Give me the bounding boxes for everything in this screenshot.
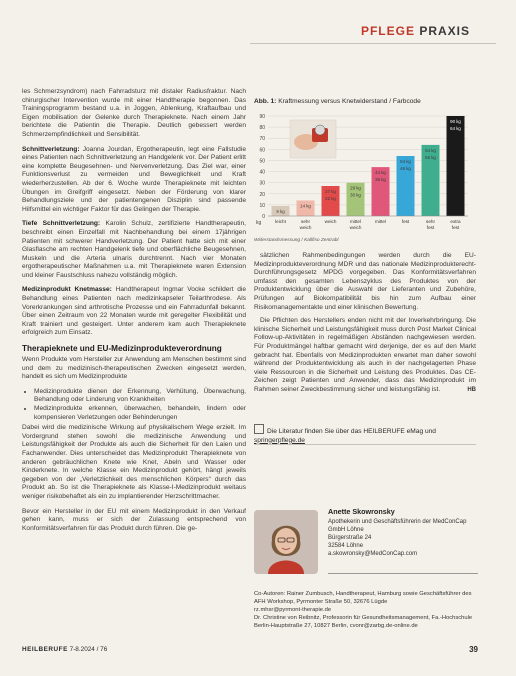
category-label: weich <box>299 225 312 230</box>
category-label: mittel <box>350 219 361 224</box>
bar-chart <box>254 108 476 238</box>
bar-value-label: 27 kg <box>325 189 336 194</box>
dynamometer-gauge <box>315 125 325 135</box>
paragraph-4-lead: Medizinprodukt Knetmasse: <box>22 286 112 294</box>
bullet-list <box>22 388 246 422</box>
literature-link[interactable]: springerpflege.de <box>254 436 305 444</box>
bullet-item: • Medizinprodukte erkennen, überwachen, behandeln, lindern oder kompensieren Verletzungen oder Behinderungen <box>34 405 246 422</box>
paragraph-5: Wenn Produkte vom Hersteller zur Anwendung am Menschen bestimmt sind und dem zu medizinisch-therapeutischen Zwecken eingesetzt werden, handelt es sich um Medizinprodukte <box>22 356 246 381</box>
bar-value-label: 44 kg <box>375 170 386 176</box>
paragraph-3 <box>22 220 246 280</box>
section-label <box>361 24 470 38</box>
paragraph-2 <box>22 146 246 215</box>
category-label: weich <box>349 225 362 230</box>
bar-value-label: 64 kg <box>450 126 461 131</box>
y-tick-label: 10 <box>259 202 265 209</box>
page-number: 39 <box>469 645 478 654</box>
category-label: fest <box>401 219 410 224</box>
category-label: fest <box>451 225 460 230</box>
author-city: 32584 Löhne <box>328 543 364 549</box>
contact-line-2[interactable]: rz.mhsr@pyrmont-therapie.de <box>254 607 332 613</box>
literature-note <box>254 424 476 445</box>
category-label: sehr <box>301 219 310 224</box>
y-tick-label: 30 <box>259 180 265 187</box>
author-rule <box>328 573 478 574</box>
right-paragraph-2-body: Die Pflichten des Herstellers enden nicht mit der Inverkehrbringung. Die klinische Sicherheit und Leistungsfähigkeit muss durch Post Market Clinical Follow-up-Aktivitäten in regelmäßigen Abständen nachgewiesen werden. Für Produktmängel haftbar gemacht wird derjenige, der es auf den Markt gebracht hat. Ebenfalls von Medizinprodukten erwartet man daher sowohl während der Produktentwicklung als auch in der nachgelagerten Phase viele Ressourcen in die Sicherheit und Leistung des Produktes. Das CE-Zeichen zeigt Patienten und Anwender, dass das Medizinprodukt im Rahmen seiner Zweckbestimmung sicher und leistungsfähig ist. <box>254 317 476 393</box>
bar-value-label: 36 kg <box>375 177 386 183</box>
paragraph-6: Dabei wird die medizinische Wirkung auf physikalischem Wege erzielt. Im Vordergrund stehen sowohl die medizinische Anwendung und Leistungsfähigkeit der Produkte als auch die Sicherheit für den Laien und Fachanwender. Dies unterscheidet das Medizinprodukt Therapieknete von anderen gebräuchlichen Knete wie Knet, Abeln und Wasser oder Kinderknete. In welche Klasse ein Medizinprodukt gehört, hängt jeweils gegeben von der „Verletzlichkeit des menschlichen Körpers“ durch das Produkt ab. So ist die Therapieknete als Klasse-I-Medizinprodukt weitaus weniger risikobehaftet als ein zu implantierender Herzschrittmacher. <box>22 424 246 500</box>
paragraph-2-lead: Schnittverletzung: <box>22 145 80 153</box>
literature-rule <box>254 444 476 445</box>
paragraph-2-body: Joanna Jourdan, Ergotherapeutin, legt eine Fallstudie eines Patienten nach Schnittverletzung an Handgelenk vor. Der Patient erlitt eine komplette Beugesehnen- und Nervenverletzung. Das Ziel war, einer Funktionsverlust zu vermeiden und Beweglichkeit und Kraft wiederherzustellen. Ab der 6. Woche wurde Therapieknete mit leichten Übungen im Greifgriff eingesetzt. Neben der Förderung von klarer Behandlungsziele und der patientengenen Disziplin sind passende Hilfsmittel ein wichtiger Faktor für das Gelingen der Therapie. <box>22 145 246 213</box>
y-tick-label: 60 <box>259 147 265 154</box>
header-rule <box>250 43 496 44</box>
end-mark: HB <box>467 386 476 393</box>
left-column <box>22 88 246 539</box>
literature-text: Die Literatur finden Sie über das HEILBERUFE eMag und <box>267 428 436 435</box>
bar-value-label: 30 kg <box>350 192 361 198</box>
category-label: mittel <box>375 219 386 224</box>
section-label-a: PFLEGE <box>360 24 415 38</box>
chart-title-rest: Kraftmessung versus Knetwiderstand / Farbcode <box>278 98 421 105</box>
category-label: sehr <box>426 219 435 224</box>
author-name: Anette Skowronsky <box>328 507 395 516</box>
section-heading: Therapieknete und EU-Medizinprodukteverordnung <box>22 344 222 354</box>
category-label: extra <box>450 219 461 224</box>
bullet-item: • Medizinprodukte dienen der Erkennung, Verhütung, Überwachung, Behandlung oder Linderung von Krankheiten <box>34 388 246 405</box>
bar-value-label: 46 kg <box>400 166 411 171</box>
author-photo <box>254 510 318 574</box>
bar-value-label: 29 kg <box>350 185 361 191</box>
right-paragraph-1: sätzlichen Rahmenbedingungen werden durch die EU-Medizinprodukteverordnung MDR und das nationale Medizinprodukterecht-Durchführungsgesetz MPDG vorgegeben. Das Konformitätsverfahren umfasst den gesamten Lebenszyklus des Produktes von der Produktentwicklung über die Auswahl der Lieferanten und Zubehöre, Prüfungen auf Biokompatibilität bis hin zum Aufbau einer Risikomanagementakte und einer klinischen Bewertung. <box>254 252 476 311</box>
paragraph-4-body: Handtherapeut Ingmar Vocke schildert die Behandlung eines Patienten nach medizinkapseler Teilarthrodese. Als Vorerkrankungen sind arthrotische Prozesse und ein Fahrradunfall bekannt. Über einen Zeitraum von 22 Monaten wurde mit geregelter Flexibilität und Kraft trainiert und gesteigert. Unter anderem kam auch Therapieknete erfolgreich zum Einsatz. <box>22 286 246 337</box>
contact-line-3: Dr. Christine von Reibnitz, Professorin für Gesundheitsmanagement, Fa.-Hochschule Berlin-Hauptstraße 27, 10827 Berlin, cvonr@zarbg.de-online.de <box>254 615 473 629</box>
right-paragraph-2 <box>254 317 476 394</box>
y-unit-label: kg <box>256 220 262 226</box>
bar-value-label: 55 kg <box>425 154 436 160</box>
chart-figure <box>254 98 476 248</box>
bar-value-label: 54 kg <box>400 159 411 164</box>
author-info <box>328 508 478 558</box>
author-email[interactable]: a.skowronsky@MedConCap.com <box>328 551 418 557</box>
chart-title <box>254 98 421 105</box>
chart-title-lead: Abb. 1: <box>254 98 277 105</box>
bar-value-label: 9 kg <box>276 209 285 214</box>
bar-value-label: 90 kg <box>450 119 461 124</box>
paragraph-7: Bevor ein Hersteller in der EU mit einem Medizinprodukt in den Verkauf gehen kann, muss er sich der Zulassung entsprechend von Konformitätsverfahren für das Produkt durch führen. Die ge- <box>22 507 246 532</box>
footer-magazine: HEILBERUFE <box>22 646 68 653</box>
chart-source: Widerstandsmessung / Kallfiso Zentrabl <box>254 238 339 243</box>
y-tick-label: 90 <box>259 114 265 120</box>
document-icon <box>254 424 264 434</box>
author-portrait-icon <box>254 510 318 574</box>
paragraph-3-body: Karolin Schulz, zertifizierte Handtherapeutin, beschreibt einen Einzelfall mit Nachbehandlung bei einem 17jährigen Patienten mit schwerer Handverletzung. Der Patient hatte sich mit einer Glasflasche am rechten Handgelenk tiefe und oberflächliche Beugesehnen, Muskeln und die Arteria ulnaris durchtrennt. Nach vier Monaten ergotherapeutischer Maßnahmen u.a. mit Therapieknete waren Extension und kleiner Faustschluss nahezu vollständig möglich. <box>22 220 246 279</box>
paragraph-4 <box>22 286 246 338</box>
footer-issue: 7-8.2024 / 76 <box>69 646 108 653</box>
section-label-b: PRAXIS <box>419 24 470 38</box>
paragraph-3-lead: Tiefe Schnittverletzung: <box>22 220 101 228</box>
y-tick-label: 80 <box>259 125 265 132</box>
author-street: Bürgerstraße 24 <box>328 535 372 541</box>
bar <box>447 116 465 216</box>
bar <box>397 156 415 216</box>
category-label: fest <box>426 225 435 230</box>
y-tick-label: 0 <box>262 214 265 220</box>
y-tick-label: 20 <box>259 191 265 198</box>
bar-value-label: 14 kg <box>300 203 311 209</box>
y-tick-label: 70 <box>259 136 265 143</box>
contact-block <box>254 590 478 630</box>
bar-value-label: 22 kg <box>325 196 336 201</box>
category-label: weich <box>324 219 337 224</box>
paragraph-1: les Schmerzsyndrom) nach Fahrradsturz mit distaler Radiusfraktur. Nach chirurgischer Intervention wurde mit einer Handtherapie begonnen. Das Trainingsprogramm bestand u.a. in Joggen, Ablenkung, Kraftaufbau und Eigen mobilisation der Gelenke durch Therapieknete. Nach einem Jahr berichtete die Patientin die Therapie. Deutlich gebessert werden Schmerzempfindlichkeit und Sensibilität. <box>22 88 246 138</box>
author-role: Apothekerin und Geschäftsführerin der MedConCap GmbH Löhne <box>328 519 467 533</box>
footer-left <box>22 646 107 653</box>
bar-value-label: 64 kg <box>425 147 436 153</box>
category-label: leicht <box>275 219 286 224</box>
right-column <box>254 252 476 400</box>
contact-line-1: Co-Autoren: Rainer Zumbusch, Handtherapeut, Hamburg sowie Geschäftsführer des AFH Workshop, Pyrmonter Straße 50, 32676 Lügde <box>254 591 472 605</box>
y-tick-label: 50 <box>259 158 265 165</box>
y-tick-label: 40 <box>259 169 265 176</box>
